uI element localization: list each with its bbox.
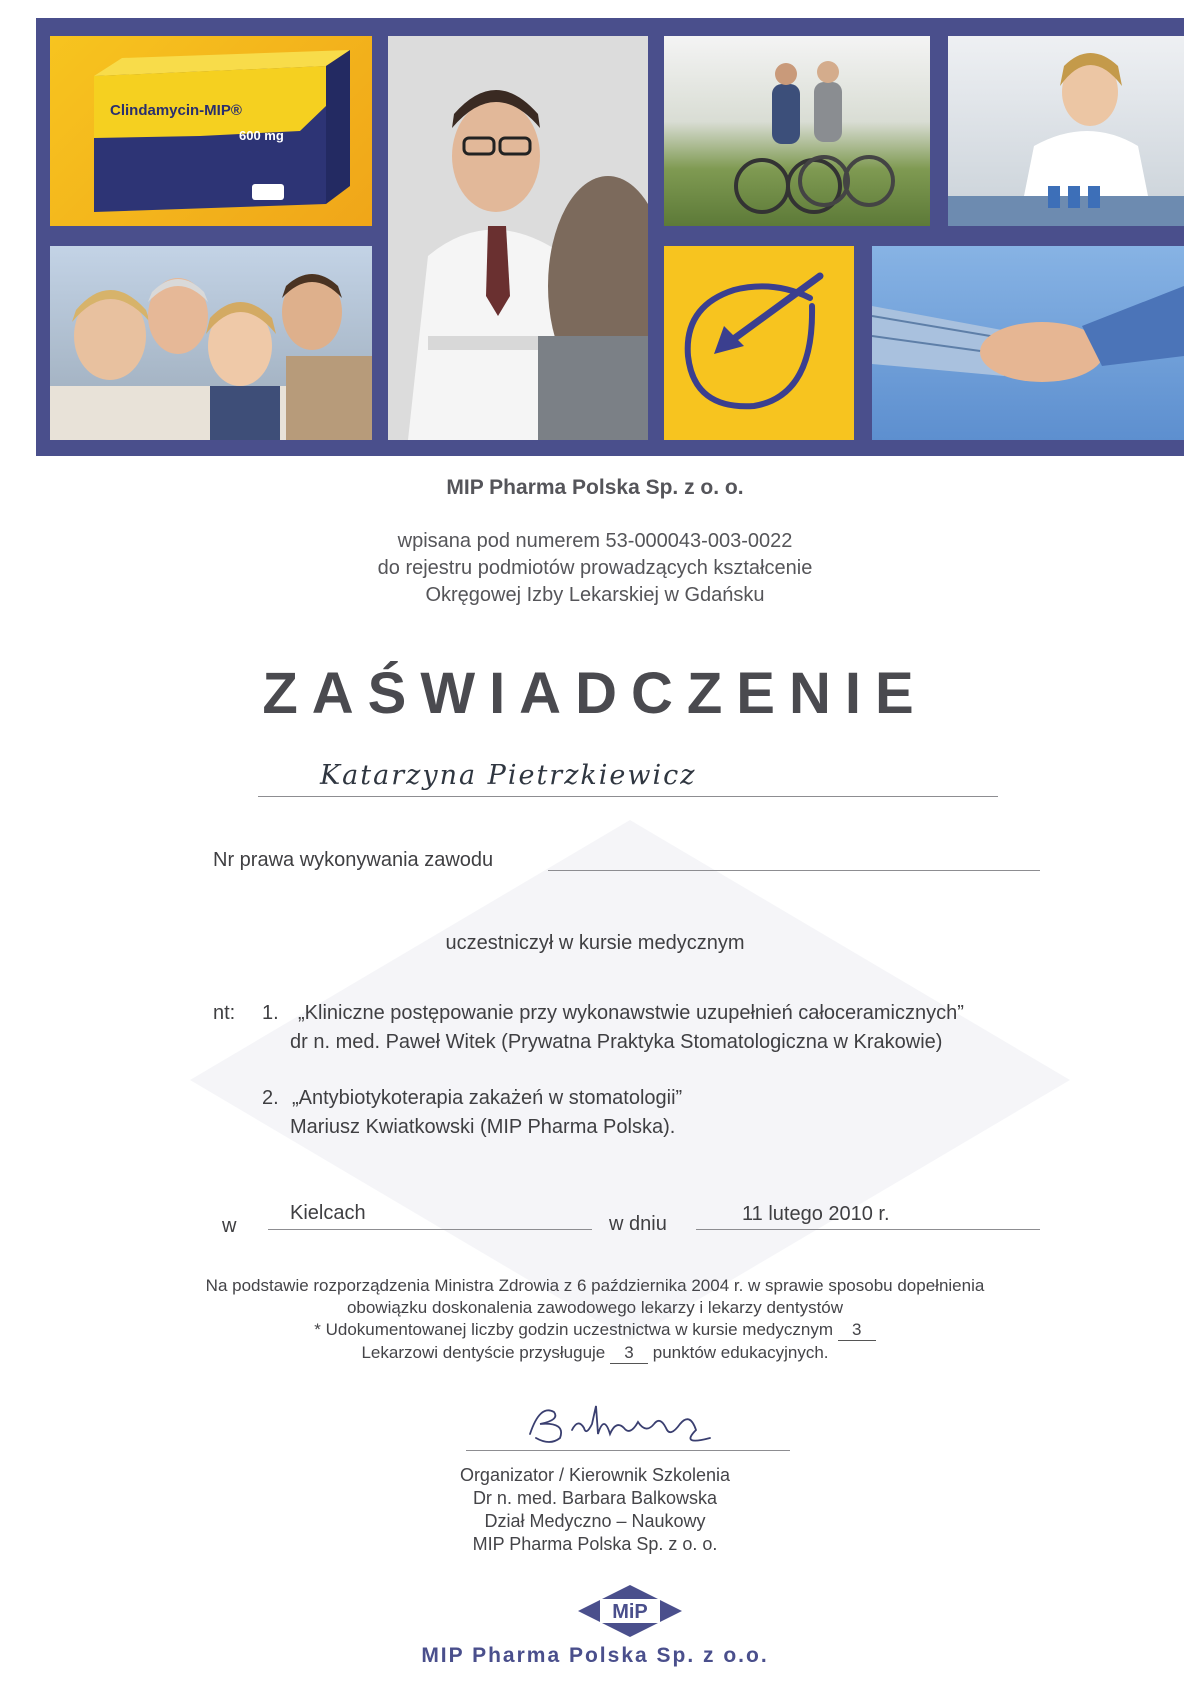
course-1-title: „Kliniczne postępowanie przy wykonawstwie uzupełnień całoceramicznych” (298, 1002, 964, 1024)
doctor-photo (388, 36, 648, 440)
organizer-signature (520, 1394, 740, 1450)
name-underline (258, 796, 998, 797)
place-label: w (222, 1215, 237, 1237)
product-dose: 600 mg (239, 128, 284, 143)
legal-line-1: Na podstawie rozporządzenia Ministra Zdrowia z 6 października 2004 r. w sprawie sposobu dopełnienia (205, 1276, 985, 1295)
handshake-photo (872, 246, 1184, 440)
legal-line-4 (0, 1343, 1190, 1364)
product-box-image (50, 36, 372, 226)
license-number-label: Nr prawa wykonywania zawodu (213, 849, 494, 871)
course-2-author: Mariusz Kwiatkowski (MIP Pharma Polska). (290, 1116, 676, 1138)
organizer-role: Organizator / Kierownik Szkolenia (459, 1465, 731, 1485)
cyclists-photo (664, 36, 930, 226)
place-value: Kielcach (290, 1202, 366, 1224)
points-value: 3 (610, 1343, 648, 1364)
participation-statement: uczestniczył w kursie medycznym (445, 932, 745, 954)
registration-line-1: wpisana pod numerem 53-000043-003-0022 (397, 530, 793, 552)
place-line (268, 1229, 592, 1230)
logo-text: MiP (612, 1601, 648, 1623)
organizer-company: MIP Pharma Polska Sp. z o. o. (472, 1534, 718, 1554)
points-suffix: punktów edukacyjnych. (652, 1343, 829, 1362)
registration-line-2: do rejestru podmiotów prowadzących kształcenie (377, 557, 813, 579)
legal-line-3 (0, 1320, 1190, 1341)
license-number-line (548, 870, 1040, 871)
legal-line-2: obowiązku doskonalenia zawodowego lekarzy i lekarzy dentystów (346, 1298, 844, 1317)
photo-banner (36, 18, 1184, 456)
organizer-department: Dział Medyczno – Naukowy (484, 1511, 706, 1531)
product-name: Clindamycin-MIP® (110, 102, 242, 119)
lab-scientist-photo (948, 36, 1184, 226)
certificate-title: ZAŚWIADCZENIE (262, 661, 928, 726)
course-1-number: 1. (262, 1002, 279, 1024)
participant-name-handwritten: Katarzyna Pietrzkiewicz (320, 760, 697, 791)
date-value: 11 lutego 2010 r. (742, 1203, 890, 1225)
footer-company: MIP Pharma Polska Sp. z o.o. (421, 1644, 769, 1667)
mip-logo (578, 1585, 682, 1637)
course-1-author: dr n. med. Paweł Witek (Prywatna Praktyka Stomatologiczna w Krakowie) (290, 1031, 943, 1053)
clock-arrow-graphic (664, 246, 854, 440)
date-label: w dniu (609, 1213, 667, 1235)
organizer-name: Dr n. med. Barbara Balkowska (472, 1488, 718, 1508)
hours-label: * Udokumentowanej liczby godzin uczestnictwa w kursie medycznym (314, 1320, 833, 1339)
mip-watermark (190, 820, 1070, 1340)
course-2-number: 2. (262, 1087, 279, 1109)
signature-line (466, 1450, 790, 1451)
registration-line-3: Okręgowej Izby Lekarskiej w Gdańsku (425, 584, 765, 606)
course-2-title: „Antybiotykoterapia zakażeń w stomatologii” (292, 1087, 683, 1109)
issuer-company: MIP Pharma Polska Sp. z o. o. (446, 476, 744, 499)
hours-value: 3 (838, 1320, 876, 1341)
group-of-people-photo (50, 246, 372, 440)
topic-label: nt: (213, 1002, 236, 1024)
points-label: Lekarzowi dentyście przysługuje (361, 1343, 606, 1362)
date-line (696, 1229, 1040, 1230)
